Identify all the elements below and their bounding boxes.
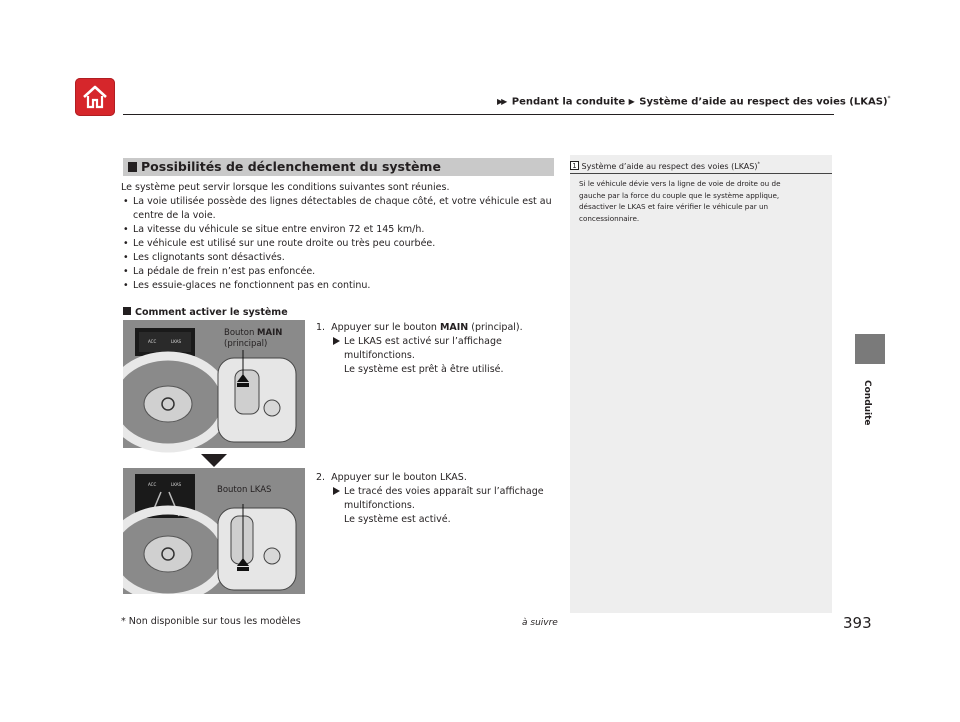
subsection-marker-icon <box>123 307 131 315</box>
bullet-icon: • <box>123 224 129 235</box>
home-button[interactable] <box>75 78 115 116</box>
steering-wheel-illustration <box>123 320 305 594</box>
note-icon <box>570 161 579 170</box>
bullet-icon: • <box>123 252 129 263</box>
continue-label: à suivre <box>522 618 558 628</box>
step-2-result: Le tracé des voies apparaît sur l’affichage <box>333 485 544 499</box>
intro-text: Le système peut servir lorsque les conditions suivantes sont réunies. <box>121 182 450 193</box>
bullet-icon: • <box>123 266 129 277</box>
step-1-status: Le système est prêt à être utilisé. <box>344 364 504 375</box>
notes-rule <box>570 173 832 174</box>
chapter-tab[interactable] <box>855 334 885 364</box>
step-2-result-cont: multifonctions. <box>344 500 415 511</box>
step-1-result: Le LKAS est activé sur l’affichage <box>333 335 502 349</box>
step-1: 1. Appuyer sur le bouton MAIN (principal). <box>316 322 523 333</box>
step-1-result-cont: multifonctions. <box>344 350 415 361</box>
bullet-icon: • <box>123 196 129 207</box>
bullet-icon: • <box>123 238 129 249</box>
section-header <box>123 158 554 176</box>
result-arrow-icon <box>333 337 340 345</box>
notes-title[interactable]: 1 Système d’aide au respect des voies (LKAS)* <box>570 161 760 171</box>
main-button-callout: Bouton MAIN (principal) <box>224 328 283 349</box>
footnote: * Non disponible sur tous les modèles <box>121 616 301 627</box>
section-marker-icon <box>128 162 137 172</box>
screen-label-lkas: LKAS <box>171 339 182 344</box>
chapter-label: Conduite <box>862 380 872 426</box>
subsection-title: Comment activer le système <box>123 307 288 318</box>
step-2: 2. Appuyer sur le bouton LKAS. <box>316 472 467 483</box>
breadcrumb-arrow-icon: ▶ <box>628 97 633 107</box>
breadcrumb-item-lkas[interactable]: Système d’aide au respect des voies (LKAS) <box>639 96 888 108</box>
breadcrumb-arrow-icon: ▶▶ <box>497 97 506 107</box>
lkas-button-image <box>123 468 305 594</box>
screen-label-acc: ACC <box>148 482 157 487</box>
svg-text:1: 1 <box>572 162 577 170</box>
section-title: Possibilités de déclenchement du système <box>141 159 441 174</box>
notes-body: Si le véhicule dévie vers la ligne de voie de droite ou de gauche par la force du couple que le système applique, désactiver le LKAS et faire vérifier le véhicule par un concessionnaire. <box>579 179 781 224</box>
result-arrow-icon <box>333 487 340 495</box>
header-rule <box>123 114 834 115</box>
asterisk-mark: * <box>887 95 891 102</box>
lkas-button-callout: Bouton LKAS <box>217 485 272 495</box>
bullet-icon: • <box>123 280 129 291</box>
page-number: 393 <box>843 614 872 632</box>
home-icon <box>81 84 109 110</box>
breadcrumb <box>497 95 891 107</box>
conditions-list: • La voie utilisée possède des lignes détectables de chaque côté, et votre véhicule est au centre de la voie. • La vitesse du véhicule se situe entre environ 72 et 145 km/h. • Le véhicule est utilisé sur une route droite ou très peu courbée. • Les clignotants sont désactivés. • La pédale de frein n’est pas enfoncée. • Les essuie-glaces ne fonctionnent pas en continu. <box>123 196 552 291</box>
screen-label-acc: ACC <box>148 339 157 344</box>
screen-label-lkas: LKAS <box>171 482 182 487</box>
step-2-status: Le système est activé. <box>344 514 451 525</box>
breadcrumb-item-driving[interactable]: Pendant la conduite <box>511 96 626 108</box>
